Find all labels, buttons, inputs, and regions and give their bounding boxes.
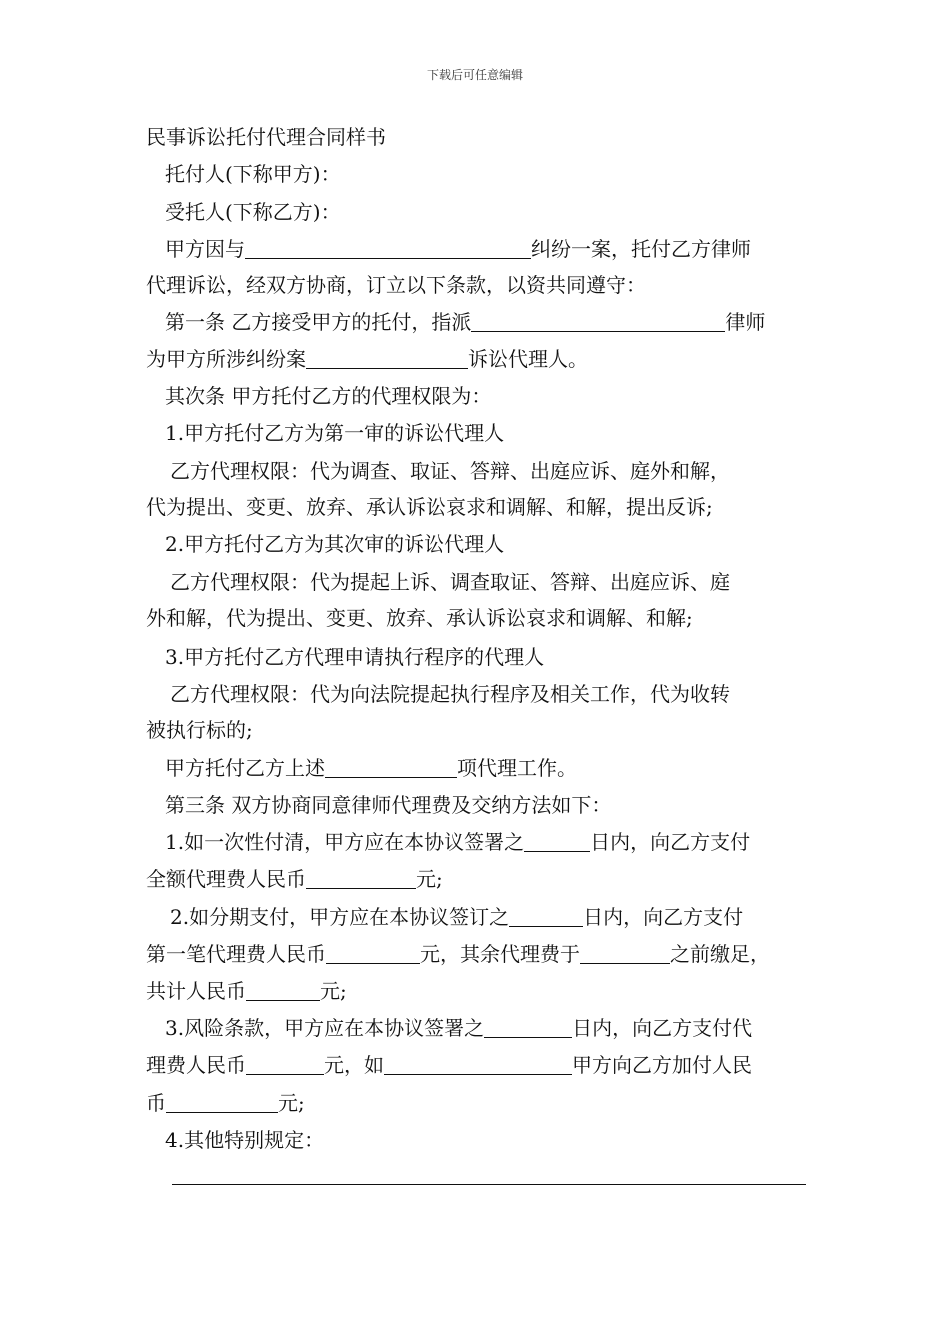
- payment-2-text-d: 元，其余代理费于: [420, 942, 580, 966]
- payment-2-text-g: 元;: [320, 979, 347, 1003]
- item-3-heading: 3.甲方托付乙方代理申请执行程序的代理人: [165, 645, 545, 669]
- payment-2-line-3: [146, 978, 347, 1004]
- payment-3-text-e: 甲方向乙方加付人民: [572, 1053, 752, 1077]
- item-1-detail-1: 乙方代理权限：代为调查、取证、答辩、出庭应诉、庭外和解，: [170, 459, 730, 483]
- item-4-heading: 4.其他特别规定：: [165, 1128, 325, 1152]
- special-provisions-blank[interactable]: [172, 1184, 806, 1185]
- payment-3-days-blank[interactable]: [484, 1017, 572, 1038]
- payment-2-days-blank[interactable]: [509, 906, 583, 927]
- payment-2-text-e: 之前缴足，: [670, 942, 770, 966]
- intro-line-1: [165, 236, 751, 262]
- party-b-line: 受托人(下称乙方)：: [165, 200, 341, 224]
- lawyer-name-blank[interactable]: [471, 311, 725, 332]
- document-title: 民事诉讼托付代理合同样书: [146, 125, 386, 149]
- payment-3-extra-amount-blank[interactable]: [166, 1092, 278, 1113]
- payment-2-text-a: 2.如分期支付，甲方应在本协议签订之: [170, 905, 510, 929]
- payment-3-line-1: [165, 1015, 752, 1041]
- article-2-heading: 其次条 甲方托付乙方的代理权限为：: [165, 384, 492, 408]
- party-a-line: 托付人(下称甲方)：: [165, 162, 341, 186]
- intro-text-b: 纠纷一案，托付乙方律师: [531, 237, 751, 261]
- page-header-note: 下载后可任意编辑: [426, 68, 523, 82]
- payment-1-text-c: 全额代理费人民币: [146, 867, 306, 891]
- item-2-detail-2: 外和解，代为提出、变更、放弃、承认诉讼哀求和调解、和解;: [146, 606, 693, 630]
- article-1-line-2: [146, 346, 588, 372]
- item-2-heading: 2.甲方托付乙方为其次审的诉讼代理人: [165, 532, 505, 556]
- payment-1-text-b: 日内，向乙方支付: [590, 830, 751, 854]
- payment-3-condition-blank[interactable]: [384, 1054, 572, 1075]
- payment-2-line-2: [146, 941, 770, 967]
- article-1-text-a: 第一条 乙方接受甲方的托付，指派: [165, 310, 472, 334]
- item-1-detail-2: 代为提出、变更、放弃、承认诉讼哀求和调解、和解，提出反诉;: [146, 495, 713, 519]
- item-3-detail-1: 乙方代理权限：代为向法院提起执行程序及相关工作，代为收转: [170, 682, 730, 706]
- payment-3-amount-blank[interactable]: [246, 1054, 324, 1075]
- item-count-blank[interactable]: [325, 757, 457, 778]
- intro-line-2: 代理诉讼，经双方协商，订立以下条款，以资共同遵守：: [146, 273, 646, 297]
- payment-2-deadline-blank[interactable]: [580, 943, 670, 964]
- payment-3-text-a: 3.风险条款，甲方应在本协议签署之: [165, 1016, 485, 1040]
- above-items-line: [165, 755, 577, 781]
- item-3-detail-2: 被执行标的;: [146, 718, 253, 742]
- item-2-detail-1: 乙方代理权限：代为提起上诉、调查取证、答辩、出庭应诉、庭: [170, 570, 730, 594]
- payment-2-line-1: [170, 904, 743, 930]
- above-items-text-b: 项代理工作。: [457, 756, 577, 780]
- item-1-heading: 1.甲方托付乙方为第一审的诉讼代理人: [165, 421, 505, 445]
- payment-1-days-blank[interactable]: [524, 831, 590, 852]
- payment-3-line-2: [146, 1052, 752, 1078]
- article-1-line-1: [165, 309, 765, 335]
- payment-3-line-3: [146, 1090, 305, 1116]
- article-1-text-c: 为甲方所涉纠纷案: [146, 347, 306, 371]
- payment-2-total-blank[interactable]: [246, 980, 320, 1001]
- payment-3-text-b: 日内，向乙方支付代: [572, 1016, 753, 1040]
- payment-3-text-f: 币: [146, 1091, 166, 1115]
- case-role-blank[interactable]: [306, 348, 468, 369]
- article-1-text-d: 诉讼代理人。: [468, 347, 588, 371]
- payment-1-text-a: 1.如一次性付清，甲方应在本协议签署之: [165, 830, 525, 854]
- article-1-text-b: 律师: [725, 310, 766, 334]
- payment-2-text-c: 第一笔代理费人民币: [146, 942, 326, 966]
- intro-text-a: 甲方因与: [165, 237, 245, 261]
- payment-3-text-d: 元，如: [324, 1053, 384, 1077]
- payment-3-text-c: 理费人民币: [146, 1053, 246, 1077]
- payment-2-first-amount-blank[interactable]: [326, 943, 420, 964]
- payment-1-line-2: [146, 866, 443, 892]
- payment-2-text-b: 日内，向乙方支付: [583, 905, 744, 929]
- article-3-heading: 第三条 双方协商同意律师代理费及交纳方法如下：: [165, 793, 612, 817]
- case-blank[interactable]: [245, 238, 531, 259]
- payment-3-text-g: 元;: [278, 1091, 305, 1115]
- above-items-text-a: 甲方托付乙方上述: [165, 756, 325, 780]
- payment-2-text-f: 共计人民币: [146, 979, 246, 1003]
- payment-1-amount-blank[interactable]: [306, 868, 416, 889]
- payment-1-text-d: 元;: [416, 867, 443, 891]
- payment-1-line-1: [165, 829, 750, 855]
